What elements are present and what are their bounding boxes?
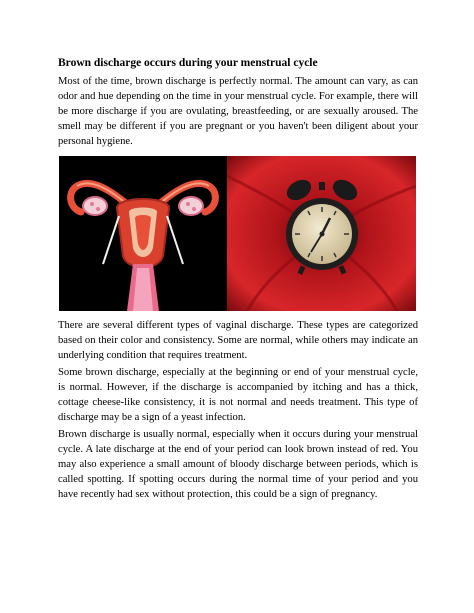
section-heading: Brown discharge occurs during your menstrual cycle <box>58 57 318 69</box>
paragraph-spotting: Brown discharge is usually normal, especially when it occurs during your menstrual cycle. A late discharge at the end of your period can look brown instead of red. You may also experience a small amount of bloody discharge between periods, which is called spotting. If spotting occurs during the normal time of your period and you have recently had sex without protection, this could be a sign of pregnancy. <box>58 429 418 500</box>
uterus-illustration-icon <box>59 156 227 311</box>
paragraph-normal: Some brown discharge, especially at the beginning or end of your menstrual cycle, is normal. However, if the discharge is accompanied by itching and has a thick, cottage cheese-like consistency, it is not normal and needs treatment. This type of discharge may be a sign of a yeast infection. <box>58 367 418 423</box>
paragraph-types: There are several different types of vaginal discharge. These types are categorized based on their color and consistency. Some are normal, while others may indicate an underlying condition that requires treatment. <box>58 320 418 361</box>
illustration-figure <box>59 156 416 311</box>
paragraph-intro: Most of the time, brown discharge is perfectly normal. The amount can vary, as can odor and hue depending on the time in your menstrual cycle. For example, there will be more discharge if you are ovulating, breastfeeding, or are sexually aroused. The smell may be different if you are pregnant or you haven't been diligent about your personal hygiene. <box>58 76 418 147</box>
alarm-clock-icon <box>227 156 416 311</box>
